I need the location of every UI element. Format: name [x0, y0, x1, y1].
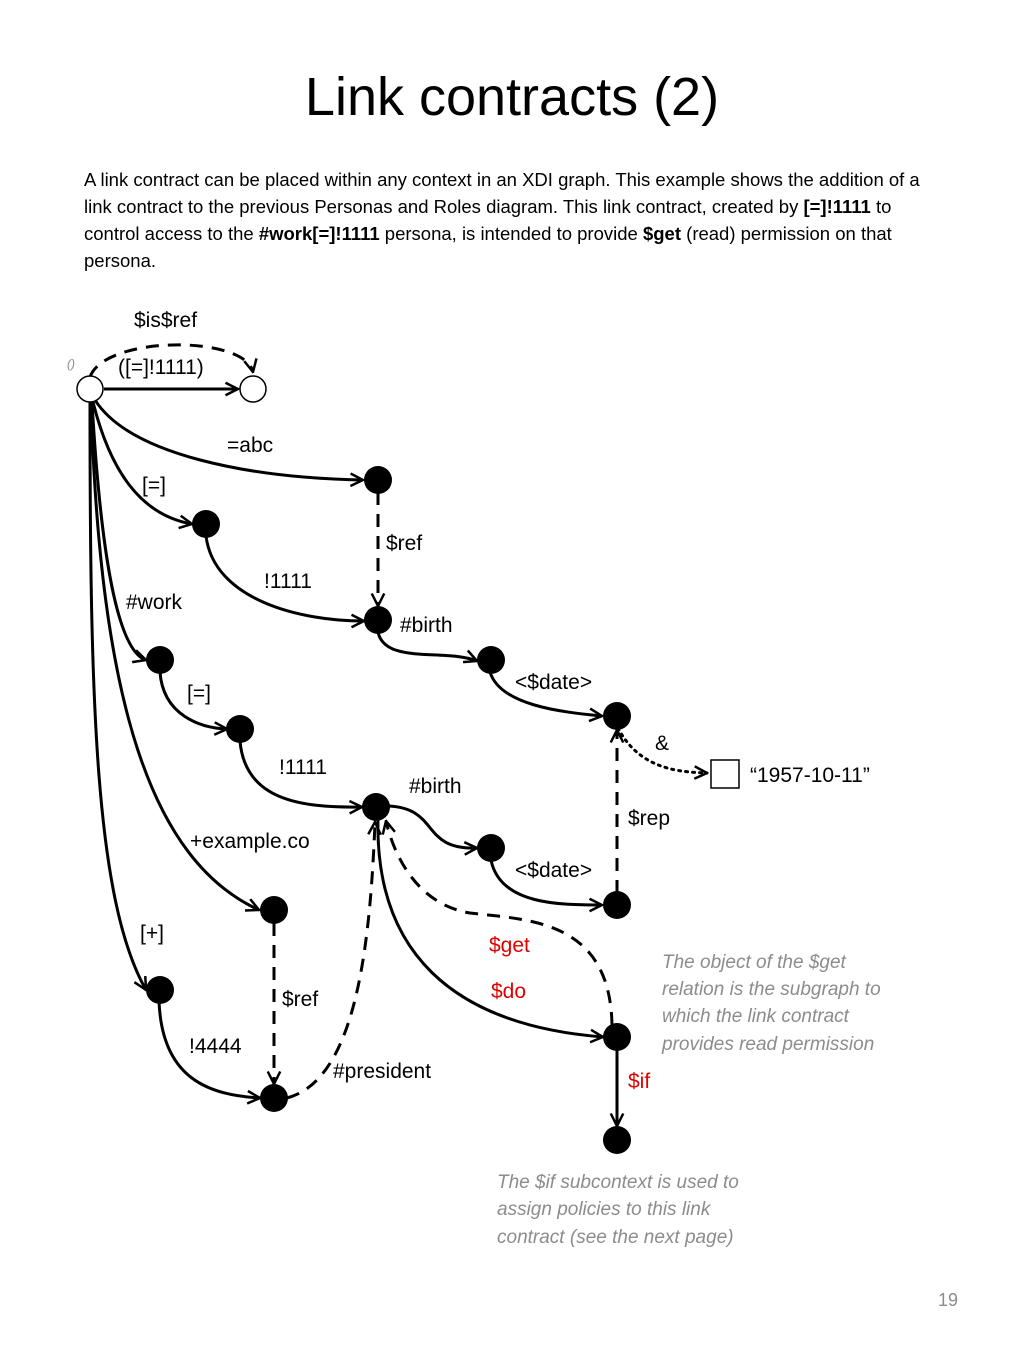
label-eq2: [=]: [187, 682, 211, 705]
label-birth2: #birth: [409, 775, 462, 798]
node-example: [260, 896, 288, 924]
get-note-line-2: relation is the subgraph to: [662, 979, 881, 1000]
label-amp: &: [655, 732, 670, 755]
get-note-line-4: provides read permission: [662, 1034, 875, 1055]
slide-title: Link contracts (2): [304, 67, 720, 127]
intro-bold-creator: [=]!1111: [803, 196, 871, 217]
if-note-line-3: contract (see the next page): [497, 1227, 734, 1248]
label-get: $get: [489, 934, 530, 957]
get-annotation: [661, 952, 881, 1055]
label-abc: =abc: [227, 434, 274, 457]
node-work: [146, 646, 174, 674]
edge-president: [287, 822, 375, 1098]
node-date2: [603, 891, 631, 919]
root-tag-label: (): [67, 357, 75, 371]
intro-bold-get: $get: [642, 223, 682, 244]
label-plus: [+]: [140, 922, 164, 945]
node-if: [603, 1126, 631, 1154]
if-note-line-1: The $if subcontext is used to: [497, 1172, 739, 1193]
node-eq1-1111: [364, 606, 392, 634]
node-date1: [603, 702, 631, 730]
node-plus: [146, 976, 174, 1004]
node-birth1: [477, 646, 505, 674]
get-note-line-3: which the link contract: [662, 1006, 849, 1027]
edges: [90, 345, 707, 1126]
intro-text-4: (read) permission on that persona.: [84, 223, 892, 271]
label-self-ref: ([=]!1111): [118, 356, 204, 379]
intro-text-3: persona, is intended to provide: [379, 223, 643, 244]
node-birth2: [477, 834, 505, 862]
label-is-ref: $is$ref: [134, 309, 198, 332]
root-context-node: [77, 376, 103, 402]
label-eq1: [=]: [142, 474, 166, 497]
label-example: +example.co: [190, 830, 310, 853]
label-4444: !4444: [189, 1035, 242, 1058]
label-date2: <$date>: [515, 859, 593, 882]
if-note-line-2: assign policies to this link: [497, 1199, 711, 1220]
label-literal: “1957-10-11”: [750, 764, 870, 787]
edge-birth2: [388, 806, 477, 848]
page-number: 19: [937, 1290, 958, 1310]
node-eq1: [192, 510, 220, 538]
intro-text-2: to control access to the: [84, 196, 892, 244]
label-birth1: #birth: [400, 614, 453, 637]
label-if: $if: [628, 1070, 651, 1093]
get-note-line-1: The object of the $get: [662, 952, 846, 973]
label-do: $do: [491, 980, 527, 1003]
node-president: [260, 1084, 288, 1112]
node-abc: [364, 466, 392, 494]
label-president: #president: [333, 1060, 432, 1083]
node-work-eq-1111: [362, 793, 390, 821]
self-ref-context-node: [240, 376, 266, 402]
label-1111b: !1111: [279, 756, 327, 779]
label-work: #work: [126, 591, 183, 614]
label-ref1: $ref: [386, 532, 423, 555]
literal-node: [711, 760, 739, 788]
edge-labels: [67, 309, 870, 1093]
intro-text-1: A link contract can be placed within any context in an XDI graph. This example shows the addition of a link contract to the previous Personas and Roles diagram. This link contract, created by: [84, 169, 920, 217]
label-1111a: !1111: [264, 570, 312, 593]
if-annotation: [497, 1172, 739, 1248]
node-do: [603, 1023, 631, 1051]
label-rep: $rep: [628, 807, 671, 830]
label-date1: <$date>: [515, 671, 593, 694]
nodes: [77, 376, 739, 1154]
edge-eq1: [93, 402, 192, 524]
node-work-eq: [226, 715, 254, 743]
intro-bold-persona: #work[=]!1111: [258, 223, 380, 244]
edge-work: [92, 402, 146, 660]
label-ref2: $ref: [282, 988, 319, 1011]
